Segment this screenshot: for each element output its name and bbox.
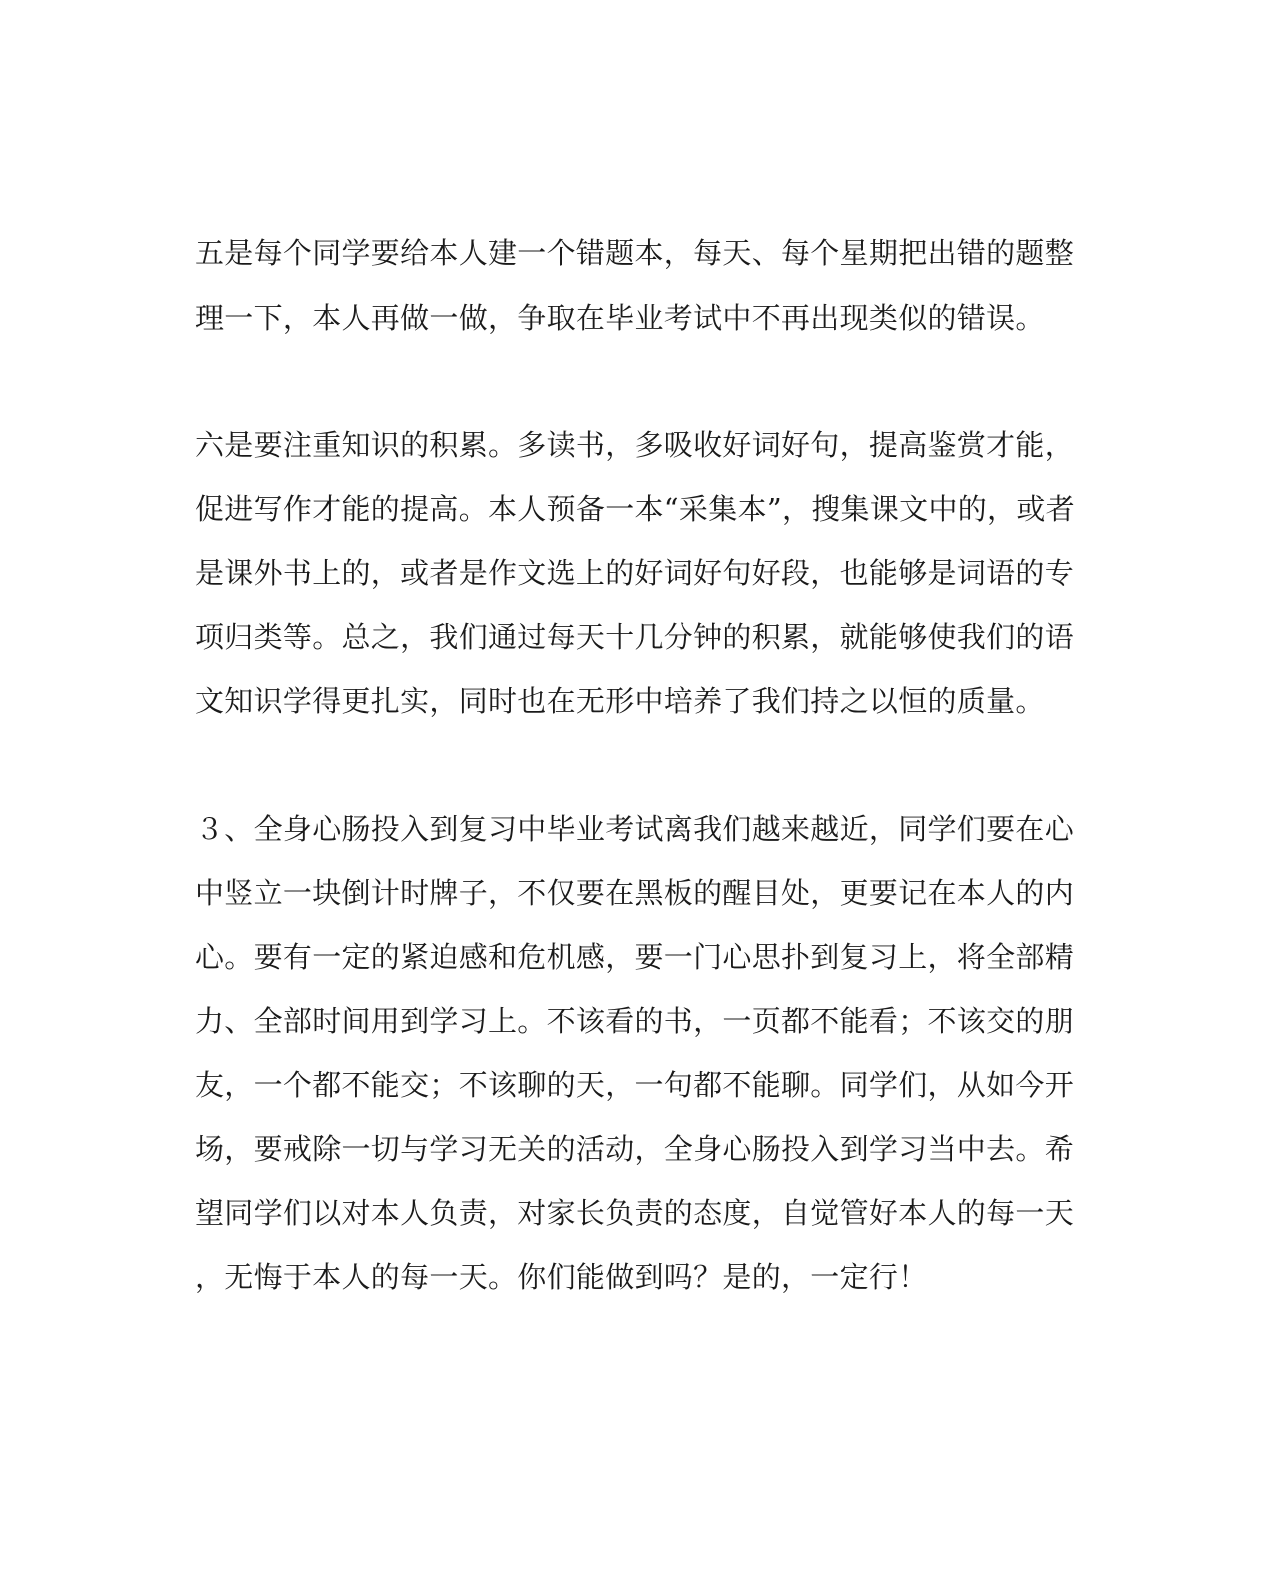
paragraph-3-line-2: 中竖立一块倒计时牌子，不仅要在黑板的醒目处，更要记在本人的内 [195,876,1075,910]
paragraph-3-line-7: 望同学们以对本人负责，对家长负责的态度，自觉管好本人的每一天 [195,1196,1075,1230]
paragraph-3-line-4: 力、全部时间用到学习上。不该看的书，一页都不能看；不该交的朋 [195,1004,1075,1038]
paragraph-2-line-2: 促进写作才能的提高。本人预备一本“采集本”，搜集课文中的，或者 [195,492,1075,526]
paragraph-1-line-2: 理一下，本人再做一做，争取在毕业考试中不再出现类似的错误。 [195,301,1045,335]
paragraph-2-line-3: 是课外书上的，或者是作文选上的好词好句好段，也能够是词语的专 [195,556,1075,590]
paragraph-2-line-1: 六是要注重知识的积累。多读书，多吸收好词好句，提高鉴赏才能， [195,428,1075,462]
paragraph-3-line-1: ３、全身心肠投入到复习中毕业考试离我们越来越近，同学们要在心 [195,812,1075,846]
paragraph-3-line-8: ，无悔于本人的每一天。你们能做到吗？是的，一定行！ [195,1260,928,1294]
paragraph-1-line-1: 五是每个同学要给本人建一个错题本，每天、每个星期把出错的题整 [195,236,1075,270]
paragraph-3-line-5: 友，一个都不能交；不该聊的天，一句都不能聊。同学们，从如今开 [195,1068,1075,1102]
paragraph-3-line-6: 场，要戒除一切与学习无关的活动，全身心肠投入到学习当中去。希 [195,1132,1075,1166]
paragraph-2-line-4: 项归类等。总之，我们通过每天十几分钟的积累，就能够使我们的语 [195,620,1075,654]
paragraph-2-line-5: 文知识学得更扎实，同时也在无形中培养了我们持之以恒的质量。 [195,684,1045,718]
paragraph-3-line-3: 心。要有一定的紧迫感和危机感，要一门心思扑到复习上，将全部精 [195,940,1075,974]
